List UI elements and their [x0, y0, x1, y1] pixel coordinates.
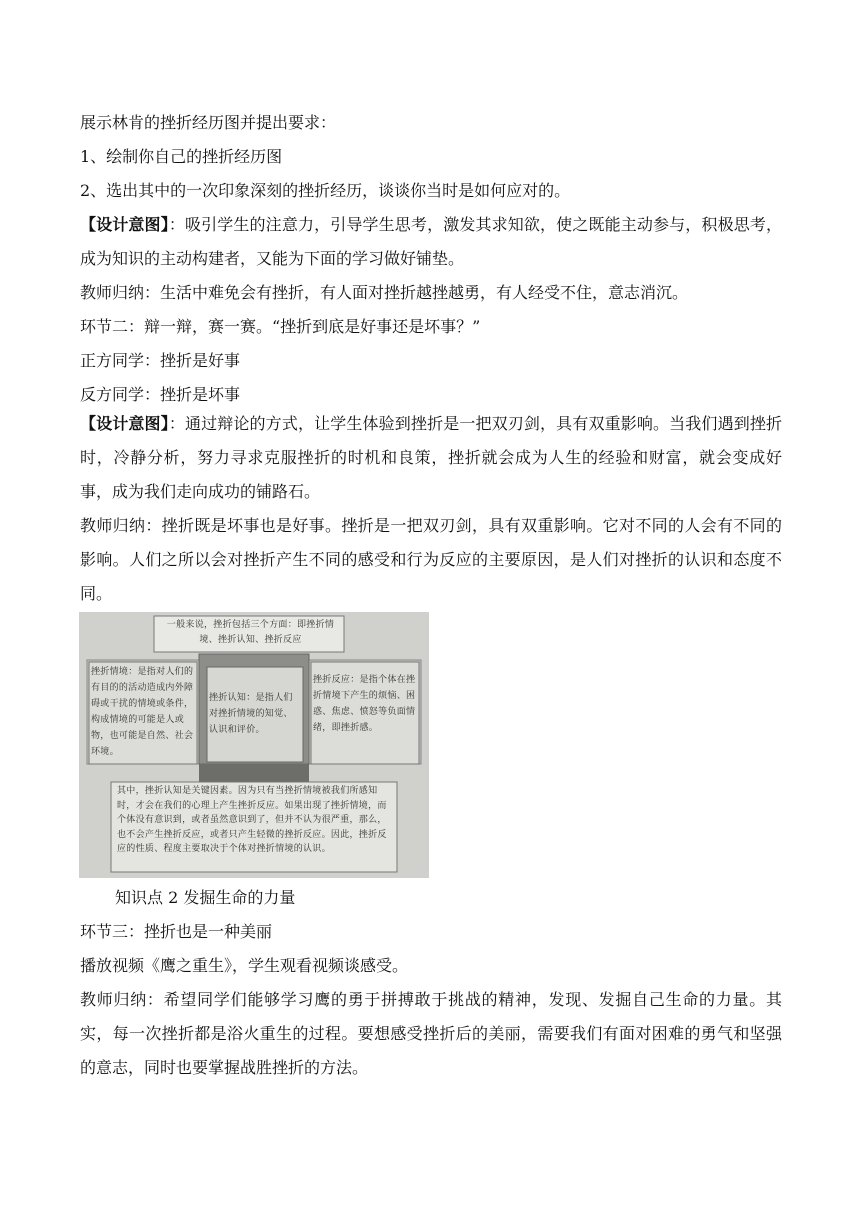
teacher-summary-2-text: 教师归纳：挫折既是坏事也是好事。挫折是一把双刃剑，具有双重影响。它对不同的人会有不同的影响。人们之所以会对挫折产生不同的感受和行为反应的主要原因，是人们对挫折的认识和态度不同。 — [80, 516, 782, 603]
diagram-left-text: 挫折情境：是指对人们的有目的的活动造成内外障碍或干扰的情境或条件，构成情境的可能是人或物，也可能是自然、社会环境。 — [91, 667, 194, 757]
design-intent-label: 【设计意图】 — [80, 414, 169, 433]
con-side: 反方同学：挫折是坏事 — [80, 385, 241, 404]
design-intent-2-text: ：通过辩论的方式，让学生体验到挫折是一把双刃剑，具有双重影响。当我们遇到挫折时，冷静分析，努力寻求克服挫折的时机和良策，挫折就会成为人生的经验和财富，就会变成好事，成为我们走向成功的铺路石。 — [80, 414, 782, 501]
teacher-summary-3-text: 教师归纳：希望同学们能够学习鹰的勇于拼搏敢于挑战的精神，发现、发掘自己生命的力量。其实，每一次挫折都是浴火重生的过程。要想感受挫折后的美丽，需要我们有面对困难的勇气和坚强的意志，同时也要掌握战胜挫折的方法。 — [80, 990, 782, 1077]
teacher-summary-3 — [80, 983, 782, 1085]
requirement-2: 2、选出其中的一次印象深刻的挫折经历，谈谈你当时是如何应对的。 — [80, 181, 571, 200]
pro-side: 正方同学：挫折是好事 — [80, 351, 241, 370]
teacher-summary-2 — [80, 509, 782, 611]
diagram-center-text: 挫折认知：是指人们对挫折情境的知觉、认识和评价。 — [209, 693, 293, 735]
teacher-summary-1: 教师归纳：生活中难免会有挫折，有人面对挫折越挫越勇，有人经受不住，意志消沉。 — [80, 283, 689, 302]
frustration-diagram — [79, 612, 429, 878]
intro-line: 展示林肯的挫折经历图并提出要求： — [80, 113, 337, 132]
diagram-top-text: 一般来说，挫折包括三个方面：即挫折情境、挫折认知、挫折反应 — [166, 620, 335, 645]
section-2-heading: 环节二：辩一辩，赛一赛。“挫折到底是好事还是坏事？” — [80, 317, 481, 336]
design-intent-1-text: ：吸引学生的注意力，引导学生思考，激发其求知欲，使之既能主动参与，积极思考，成为知识的主动构建者，又能为下面的学习做好铺垫。 — [80, 215, 782, 268]
design-intent-2 — [80, 407, 782, 509]
knowledge-point-2: 知识点 2 发掘生命的力量 — [115, 888, 296, 907]
diagram-bottom-text: 其中，挫折认知是关键因素。因为只有当挫折情境被我们所感知时，才会在我们的心理上产生挫折反应。如果出现了挫折情境，而个体没有意识到，或者虽然意识到了，但并不认为很严重，那么，也不会产生挫折反应，或者只产生轻微的挫折反应。因此，挫折反应的性质、程度主要取决于个体对挫折情境的认识。 — [117, 786, 387, 854]
section-3-heading: 环节三：挫折也是一种美丽 — [80, 922, 273, 941]
design-intent-label: 【设计意图】 — [80, 215, 169, 234]
video-line: 播放视频《鹰之重生》，学生观看视频谈感受。 — [80, 956, 409, 975]
diagram-right-text: 挫折反应：是指个体在挫折情境下产生的烦恼、困惑、焦虑、愤怒等负面情绪，即挫折感。 — [313, 675, 416, 733]
design-intent-1 — [80, 208, 782, 276]
requirement-1: 1、绘制你自己的挫折经历图 — [80, 147, 283, 166]
